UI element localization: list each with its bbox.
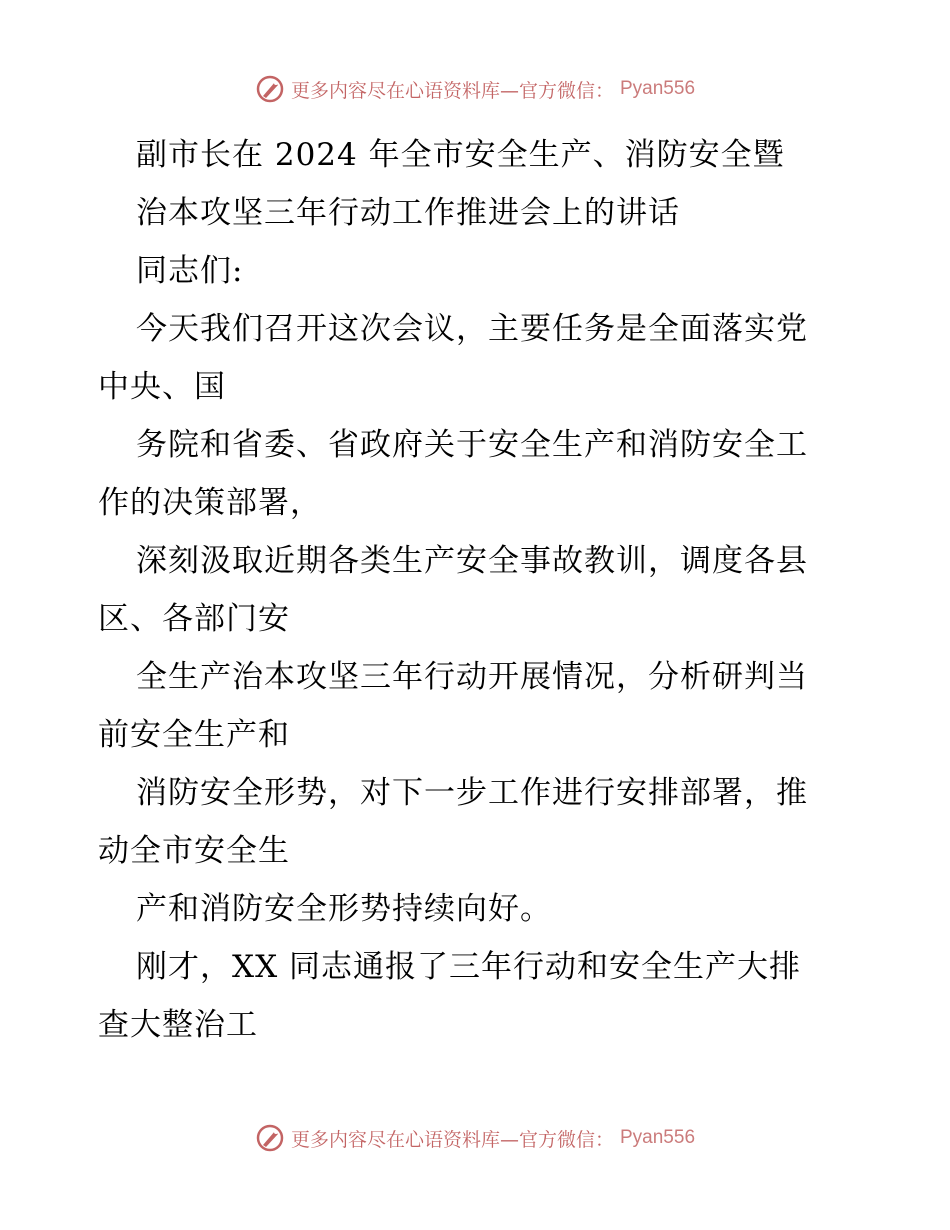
paragraph-line: 今天我们召开这次会议，主要任务是全面落实党	[136, 311, 808, 347]
watermark-text: 更多内容尽在心语资料库—官方微信：	[290, 79, 614, 102]
watermark-text: 更多内容尽在心语资料库—官方微信：	[290, 1128, 614, 1151]
paragraph-line: 查大整治工	[98, 1007, 258, 1043]
header-watermark	[0, 74, 950, 104]
title-line-1: 副市长在 2024 年全市安全生产、消防安全暨	[136, 137, 785, 173]
paragraph-line: 作的决策部署，	[98, 485, 322, 521]
footer-watermark	[0, 1123, 950, 1153]
paragraph-line: 动全市安全生	[98, 833, 290, 869]
paragraph-line: 中央、国	[98, 369, 226, 405]
title-line-2: 治本攻坚三年行动工作推进会上的讲话	[136, 195, 680, 231]
paragraph-line: 区、各部门安	[98, 601, 290, 637]
watermark-contact: Pyan556	[620, 1127, 696, 1148]
paragraph-line: 全生产治本攻坚三年行动开展情况，分析研判当	[136, 659, 808, 695]
paragraph-line: 刚才，XX 同志通报了三年行动和安全生产大排	[136, 949, 801, 985]
watermark-contact: Pyan556	[620, 78, 696, 99]
paragraph-line: 务院和省委、省政府关于安全生产和消防安全工	[136, 427, 808, 463]
paragraph-line: 产和消防安全形势持续向好。	[136, 891, 552, 927]
pen-logo-icon	[255, 74, 285, 104]
pen-logo-icon	[255, 1123, 285, 1153]
paragraph-line: 深刻汲取近期各类生产安全事故教训，调度各县	[136, 543, 808, 579]
paragraph-line: 前安全生产和	[98, 717, 290, 753]
paragraph-line: 消防安全形势，对下一步工作进行安排部署，推	[136, 775, 808, 811]
salutation: 同志们:	[136, 253, 244, 289]
document-body	[98, 126, 858, 1054]
